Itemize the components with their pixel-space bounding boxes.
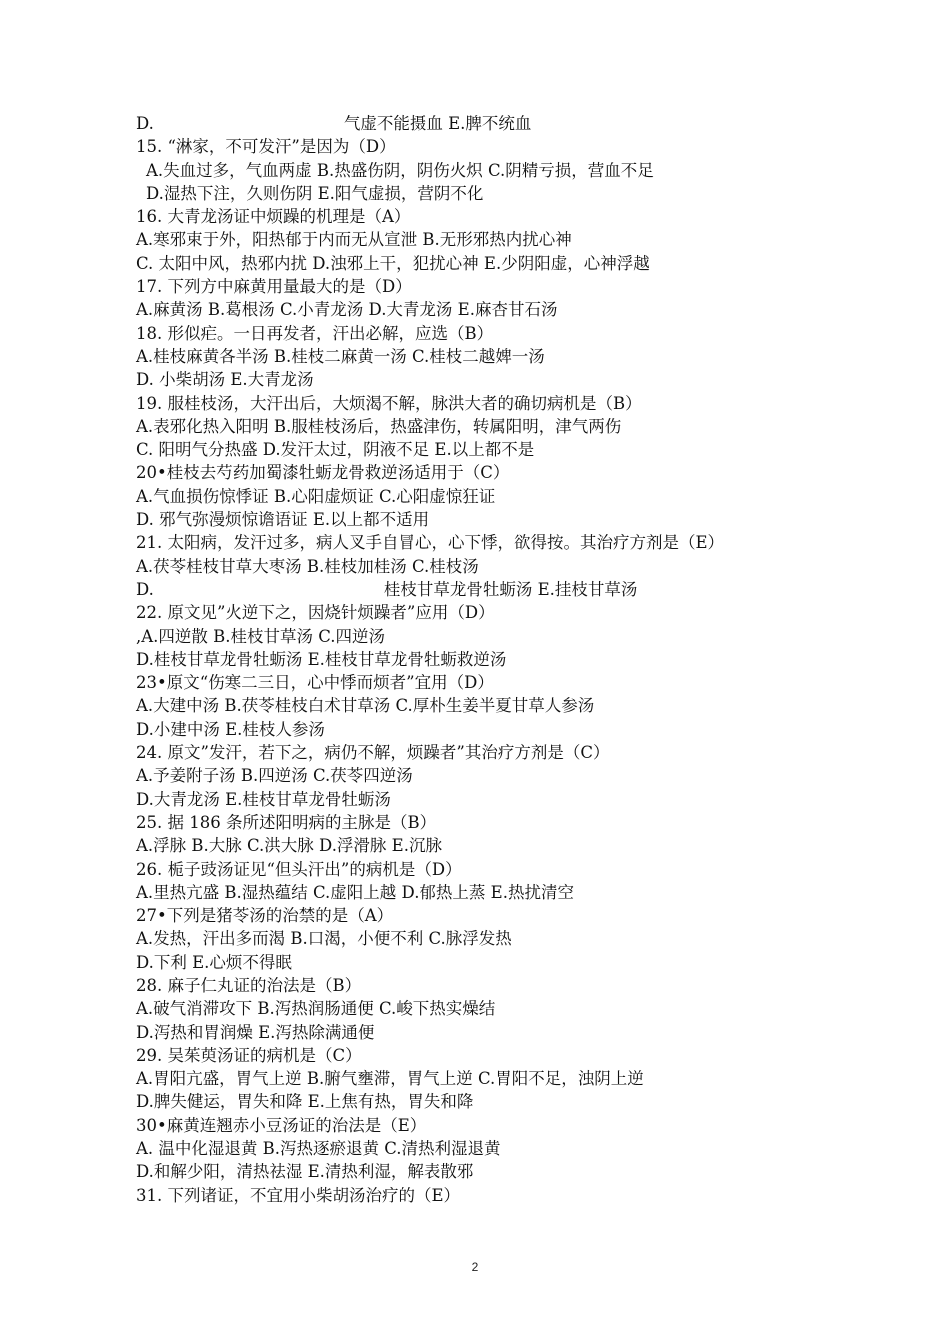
text-line: 30•麻黄连翘赤小豆汤证的治法是（E） [136, 1115, 427, 1135]
text-line: 26. 栀子豉汤证见“但头汗出”的病机是（D） [136, 859, 462, 879]
line-prefix: D. [136, 579, 154, 599]
text-line: A.桂枝麻黄各半汤 B.桂枝二麻黄一汤 C.桂枝二越婢一汤 [136, 346, 545, 366]
text-line: C. 阳明气分热盛 D.发汗太过，阴液不足 E.以上都不是 [136, 440, 535, 460]
text-line: A.浮脉 B.大脉 C.洪大脉 D.浮滑脉 E.沉脉 [136, 836, 442, 856]
text-line: D. 小柴胡汤 E.大青龙汤 [136, 370, 314, 390]
text-line: D.脾失健运，胃失和降 E.上焦有热，胃失和降 [136, 1092, 474, 1112]
text-line: D.小建中汤 E.桂枝人参汤 [136, 719, 325, 739]
text-line: A.胃阳亢盛，胃气上逆 B.腑气壅滞，胃气上逆 C.胃阳不足，浊阴上逆 [136, 1069, 644, 1089]
text-line: 19. 服桂枝汤，大汗出后，大烦渴不解，脉洪大者的确切病机是（B） [136, 393, 642, 413]
line-prefix: D. [136, 114, 154, 133]
text-line [136, 112, 836, 135]
text-line: D.桂枝甘草龙骨牡蛎汤 E.桂枝甘草龙骨牡蛎救逆汤 [136, 649, 507, 669]
text-line: A.失血过多，气血两虚 B.热盛伤阴，阴伤火炽 C.阴精亏损，营血不足 [146, 160, 654, 180]
text-line: C. 太阳中风，热邪内扰 D.浊邪上干，犯扰心神 E.少阴阳虚，心神浮越 [136, 253, 650, 273]
text-line: A.发热，汗出多而渴 B.口渴，小便不利 C.脉浮发热 [136, 929, 512, 949]
text-line: 16. 大青龙汤证中烦躁的机理是（A） [136, 207, 411, 227]
text-line: 22. 原文见”火逆下之，因烧针烦躁者”应用（D） [136, 603, 495, 623]
text-line: 29. 吴茱萸汤证的病机是（C） [136, 1045, 362, 1065]
text-line: 31. 下列诸证，不宜用小柴胡汤治疗的（E） [136, 1185, 461, 1205]
text-line: 23•原文“伤寒二三日，心中悸而烦者”宜用（D） [136, 673, 494, 693]
text-line: A. 温中化湿退黄 B.泻热逐瘀退黄 C.清热利湿退黄 [136, 1139, 501, 1159]
line-content: 桂枝甘草龙骨牡蛎汤 E.挂枝甘草汤 [383, 579, 638, 599]
text-line: D.下利 E.心烦不得眠 [136, 952, 292, 972]
text-line: 28. 麻子仁丸证的治法是（B） [136, 975, 362, 995]
question-text-block [136, 112, 836, 1207]
text-line: 17. 下列方中麻黄用量最大的是（D） [136, 277, 412, 297]
text-line: D. 邪气弥漫烦惊谵语证 E.以上都不适用 [136, 510, 430, 530]
text-line: 15. “淋家，不可发汗”是因为（D） [136, 137, 396, 157]
text-line: A.茯苓桂枝甘草大枣汤 B.桂枝加桂汤 C.桂枝汤 [136, 556, 479, 576]
text-line: A.予姜附子汤 B.四逆汤 C.茯苓四逆汤 [136, 766, 413, 786]
text-line: ,A.四逆散 B.桂枝甘草汤 C.四逆汤 [136, 626, 386, 646]
text-line: 20•桂枝去芍药加蜀漆牡蛎龙骨救逆汤适用于（C） [136, 463, 510, 483]
text-line: D.湿热下注，久则伤阴 E.阳气虚损，营阴不化 [146, 183, 484, 203]
text-line: 27•下列是猪苓汤的治禁的是（A） [136, 906, 394, 926]
text-line: A.表邪化热入阳明 B.服桂枝汤后，热盛津伤，转属阳明，津气两伤 [136, 416, 622, 436]
page-number: 2 [471, 1260, 479, 1274]
text-line: A.破气消滞攻下 B.泻热润肠通便 C.峻下热实燥结 [136, 999, 496, 1019]
text-line: D.和解少阳，清热祛湿 E.清热利湿，解表散邪 [136, 1162, 474, 1182]
text-line: A.寒邪束于外，阳热郁于内而无从宣泄 B.无形邪热内扰心神 [136, 230, 572, 250]
text-line: A.气血损伤惊悸证 B.心阳虚烦证 C.心阳虚惊狂证 [136, 486, 496, 506]
text-line: A.里热亢盛 B.湿热蕴结 C.虚阳上越 D.郁热上蒸 E.热扰清空 [136, 882, 574, 902]
text-line [136, 578, 836, 601]
text-line: A.大建中汤 B.茯苓桂枝白术甘草汤 C.厚朴生姜半夏甘草人参汤 [136, 696, 595, 716]
text-line: 25. 据 186 条所述阳明病的主脉是（B） [136, 812, 437, 832]
text-line: 21. 太阳病，发汗过多，病人叉手自冒心，心下悸，欲得按。其治疗方剂是（E） [136, 533, 725, 553]
line-content: 气虚不能摄血 E.脾不统血 [343, 114, 532, 133]
text-line: A.麻黄汤 B.葛根汤 C.小青龙汤 D.大青龙汤 E.麻杏甘石汤 [136, 300, 558, 320]
text-line: 24. 原文”发汗，若下之，病仍不解，烦躁者”其治疗方剂是（C） [136, 743, 610, 763]
text-line: D.大青龙汤 E.桂枝甘草龙骨牡蛎汤 [136, 789, 391, 809]
text-line: D.泻热和胃润燥 E.泻热除满通便 [136, 1022, 375, 1042]
text-line: 18. 形似疟。一日再发者，汗出必解，应选（B） [136, 323, 494, 343]
